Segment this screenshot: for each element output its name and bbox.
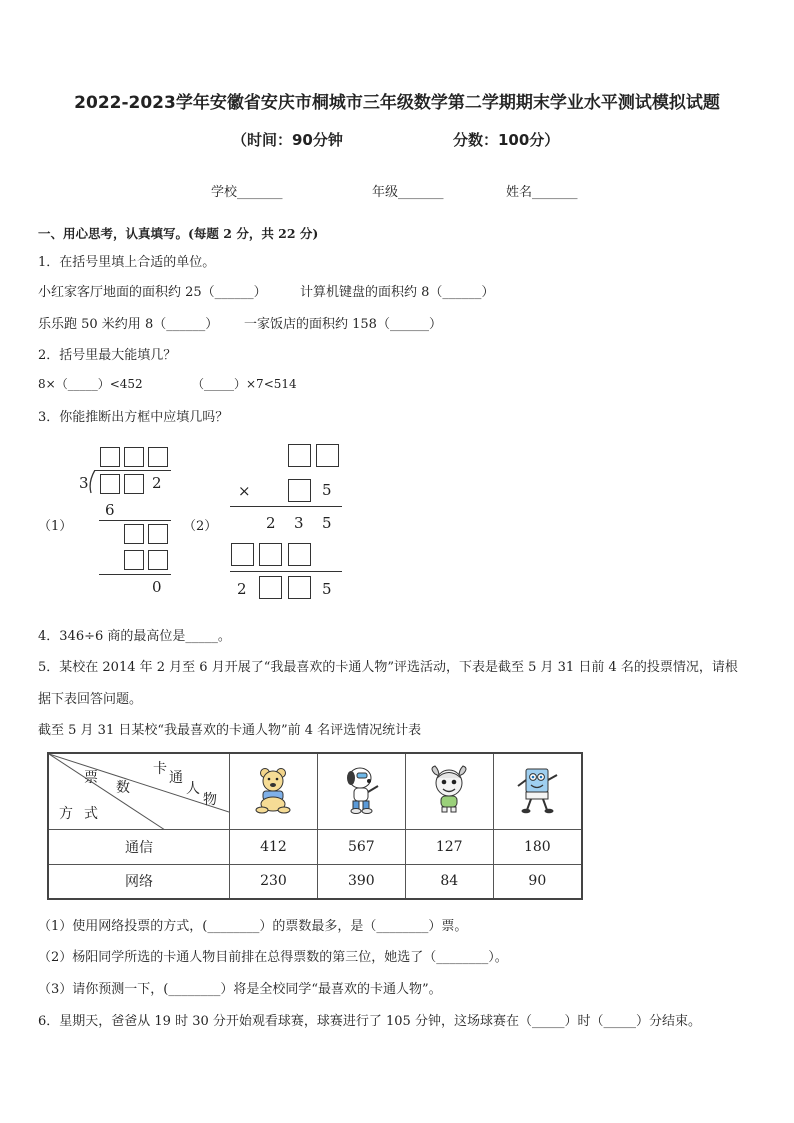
table-cell: 127 [405, 829, 493, 864]
partial-digit: 5 [322, 514, 332, 532]
result-box[interactable] [288, 576, 311, 599]
partial-box[interactable] [231, 543, 254, 566]
table-title: 截至 5 月 31 日某校“我最喜欢的卡通人物”前 4 名评选情况统计表 [38, 723, 422, 738]
page-title: 2022-2023学年安徽省安庆市桐城市三年级数学第二学期期末学业水平测试模拟试题 [74, 93, 720, 113]
divisor: 3 [79, 474, 89, 492]
step-box[interactable] [124, 524, 144, 544]
row-label: 网络 [48, 864, 230, 899]
partial-digit: 2 [266, 514, 276, 532]
result-box[interactable] [259, 576, 282, 599]
q1-item-a: 小红家客厅地面的面积约 25（______） [38, 285, 267, 300]
bear-character-icon [250, 764, 296, 814]
table-cell: 180 [493, 829, 582, 864]
q2-stem: 2．括号里最大能填几？ [38, 348, 177, 363]
q2-item-a: 8×（_____）<452 [38, 377, 143, 391]
dividend-digit: 2 [152, 474, 162, 492]
dividend-box[interactable] [100, 474, 120, 494]
q1-stem: 1．在括号里填上合适的单位。 [38, 255, 216, 270]
header-word: 通 [169, 770, 183, 786]
header-word: 票 [84, 770, 98, 786]
q1-item-d: 一家饭店的面积约 158（______） [244, 317, 442, 332]
header-word: 数 [116, 780, 130, 796]
table-cell: 84 [405, 864, 493, 899]
step-box[interactable] [124, 550, 144, 570]
partial-box[interactable] [259, 543, 282, 566]
name-field[interactable]: 姓名_______ [506, 185, 578, 200]
q2-item-b: （_____）×7<514 [192, 377, 297, 391]
q1-item-c: 乐乐跑 50 米约用 8（______） [38, 317, 219, 332]
header-word: 卡 [153, 761, 167, 777]
character-cell [493, 753, 582, 829]
step-box[interactable] [148, 524, 168, 544]
q3-label-1: （1） [38, 519, 73, 534]
multiplier-digit: 5 [322, 481, 332, 499]
dividend-box[interactable] [124, 474, 144, 494]
header-word: 方 [59, 806, 73, 822]
subtract-digit: 6 [105, 501, 115, 519]
multiplicand-box[interactable] [288, 444, 311, 467]
header-word: 物 [203, 792, 217, 808]
division-bar [95, 470, 171, 471]
q5-sub-2: （2）杨阳同学所选的卡通人物目前排在总得票数的第三位，她选了（________）。 [38, 950, 508, 965]
result-digit: 2 [237, 580, 247, 598]
q5-stem-line2: 据下表回答问题。 [38, 692, 143, 707]
table-cell: 90 [493, 864, 582, 899]
sum-line [230, 571, 342, 572]
table-cell: 567 [317, 829, 405, 864]
table-row [48, 829, 582, 864]
total-score: 分数：100分） [453, 131, 560, 149]
character-cell [230, 753, 318, 829]
quotient-box[interactable] [100, 447, 120, 467]
section-heading: 一、用心思考，认真填写。(每题 2 分，共 22 分) [38, 226, 319, 241]
grade-field[interactable]: 年级_______ [372, 185, 444, 200]
q3-label-2: （2） [183, 519, 218, 534]
header-word: 式 [84, 806, 98, 822]
school-field[interactable]: 学校_______ [211, 185, 283, 200]
diagonal-lines [49, 754, 229, 830]
product-line [230, 506, 342, 507]
table-cell: 412 [230, 829, 318, 864]
sponge-character-icon [514, 764, 560, 814]
table-cell: 390 [317, 864, 405, 899]
character-cell [405, 753, 493, 829]
time-limit: （时间：90分钟 [232, 131, 343, 149]
q1-item-b: 计算机键盘的面积约 8（______） [300, 285, 495, 300]
vote-table [47, 752, 583, 900]
q5-stem-line1: 5．某校在 2014 年 2 月至 6 月开展了“我最喜欢的卡通人物”评选活动，下表是截至 5 月 31 日前 4 名的投票情况，请根 [38, 660, 738, 675]
step-box[interactable] [148, 550, 168, 570]
character-cell [317, 753, 405, 829]
quotient-box[interactable] [148, 447, 168, 467]
remainder-digit: 0 [152, 578, 162, 596]
diagonal-header-cell [48, 753, 230, 829]
subtract-line [99, 574, 171, 575]
partial-box[interactable] [288, 543, 311, 566]
times-sign: × [238, 482, 251, 500]
multiplicand-box[interactable] [316, 444, 339, 467]
table-row [48, 864, 582, 899]
result-digit: 5 [322, 580, 332, 598]
table-cell: 230 [230, 864, 318, 899]
q5-sub-1: （1）使用网络投票的方式，(________）的票数最多，是（________）票。 [38, 919, 468, 934]
header-word: 人 [186, 781, 200, 797]
q5-sub-3: （3）请你预测一下，(________）将是全校同学“最喜欢的卡通人物”。 [38, 982, 442, 997]
goat-character-icon [426, 764, 472, 814]
quotient-box[interactable] [124, 447, 144, 467]
q4-stem: 4．346÷6 商的最高位是_____。 [38, 629, 231, 644]
multiplier-box[interactable] [288, 479, 311, 502]
q3-stem: 3．你能推断出方框中应填几吗？ [38, 410, 229, 425]
row-label: 通信 [48, 829, 230, 864]
dog-character-icon [338, 764, 384, 814]
partial-digit: 3 [294, 514, 304, 532]
subtract-line [99, 520, 171, 521]
q6-stem: 6．星期天，爸爸从 19 时 30 分开始观看球赛，球赛进行了 105 分钟，这场球赛在（_____）时（_____）分结束。 [38, 1014, 701, 1029]
